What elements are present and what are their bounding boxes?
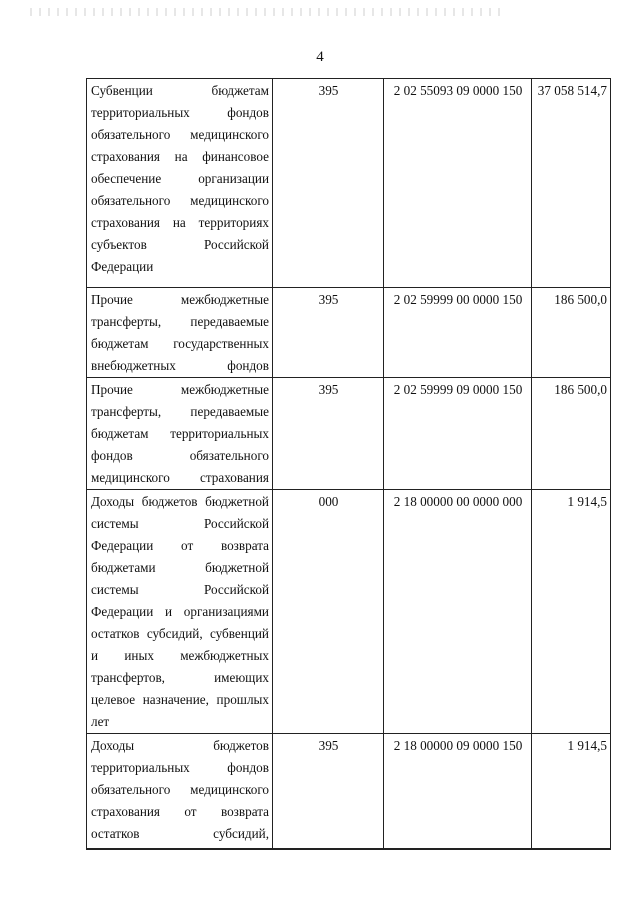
amount-cell: 37 058 514,7 (532, 79, 611, 288)
table-row (87, 79, 611, 288)
revenue-code-cell: 2 02 59999 00 0000 150 (384, 288, 532, 378)
revenue-name-cell: Доходы бюджетов территориальных фондов обязательного медицинского страхования от возврата остатков субсидий, (87, 734, 273, 849)
revenue-code-cell: 2 18 00000 09 0000 150 (384, 734, 532, 849)
amount-cell: 1 914,5 (532, 734, 611, 849)
revenue-name-cell: Прочие межбюджетные трансферты, передаваемые бюджетам территориальных фондов обязательного медицинского страхования (87, 378, 273, 490)
table-row (87, 288, 611, 378)
admin-code-cell: 395 (273, 378, 384, 490)
admin-code-cell: 395 (273, 79, 384, 288)
revenue-code-cell: 2 18 00000 00 0000 000 (384, 490, 532, 734)
revenue-name-cell: Доходы бюджетов бюджетной системы Российской Федерации от возврата бюджетами бюджетной системы Российской Федерации и организациями остатков субсидий, субвенций и иных межбюджетных трансфертов, имеющих целевое назначение, прошлых лет (87, 490, 273, 734)
revenue-name-cell: Субвенции бюджетам территориальных фондов обязательного медицинского страхования на финансовое обеспечение организации обязательного медицинского страхования на территориях субъектов Российской Федерации (87, 79, 273, 288)
admin-code-cell: 395 (273, 288, 384, 378)
revenue-name-cell: Прочие межбюджетные трансферты, передаваемые бюджетам государственных внебюджетных фондов (87, 288, 273, 378)
budget-revenue-table (86, 78, 611, 850)
revenue-code-cell: 2 02 59999 09 0000 150 (384, 378, 532, 490)
table-row (87, 378, 611, 490)
admin-code-cell: 395 (273, 734, 384, 849)
amount-cell: 1 914,5 (532, 490, 611, 734)
page-number: 4 (316, 49, 324, 65)
table-row (87, 734, 611, 849)
amount-cell: 186 500,0 (532, 288, 611, 378)
admin-code-cell: 000 (273, 490, 384, 734)
amount-cell: 186 500,0 (532, 378, 611, 490)
scan-artifact-line (30, 8, 500, 16)
revenue-code-cell: 2 02 55093 09 0000 150 (384, 79, 532, 288)
table-row (87, 490, 611, 734)
